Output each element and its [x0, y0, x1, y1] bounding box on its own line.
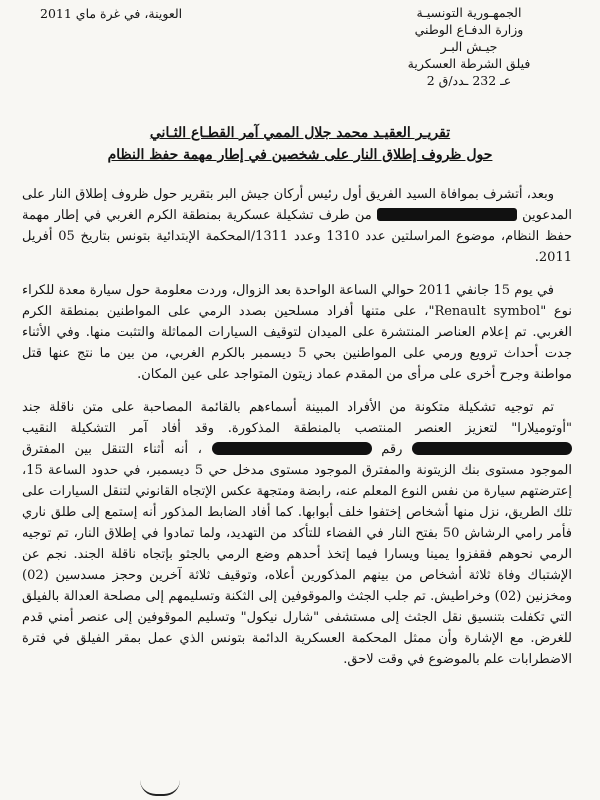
letterhead-reference: عـ 232 ـدد/ق 2: [426, 73, 512, 88]
paragraph-details-number: رقم: [381, 442, 403, 457]
paragraph-details-part1: تم توجيه تشكيلة متكونة من الأفراد المبينة أسماءهم بالقائمة المصاحبة على متن ناقلة جند "أوتوميلارا" لتعزيز العنصر المنتصب بالمنطقة المذكورة. وقد أفاد آمر التشكيلة النقيب: [22, 400, 572, 436]
redaction-block: [212, 442, 372, 455]
paragraph-details-part2: ، أنه أثناء التنقل بين المفترق الموجود مستوى بنك الزيتونة والمفترق الموجود مستوى مدخل حي 5 ديسمبر، في حدود الساعة 15، إعترضتهم سيارة من نفس النوع المعلم عنه، رابضة ومتجهة عكس الإتجاه القانوني لتنقل السيارات على تلك الطريق، نزل منها أشخاص إختفوا خلف أبوابها. كما أفاد الضابط المذكور أنه إستمع إلى طلق ناري فأمر رامي الرشاش 50 بفتح النار في الفضاء للتأكد من التهديد، ولما تمادوا في إطلاق النار، تم توجيه الرمي نحوهم فقفزوا يمينا ويسارا فيما إتخذ أحدهم وضع الرمي بالجثو بإتجاه ناقلة الجند. نجم عن الإشتباك وفاة ثلاثة أشخاص من بينهم المذكورين أعلاه، وتوقيف ثلاثة آخرين وحجز مسدسين (02) ومخزنين (02) وخراطيش. تم جلب الجثث والموقوفين إلى الثكنة وتسليمهم إلى مصلحة العدالة بالفيلق التي تكفلت بتنسيق نقل الجثث إلى مستشفى "شارل نيكول" وتسليم الموقوفين إلى عنصر أمني قدم للغرض. مع الإشارة وأن ممثل المحكمة العسكرية الدائمة بتونس الذي عمل بمقر الفيلق في فترة الاضطرابات علم بالموضوع في وقت لاحق.: [22, 442, 572, 667]
report-title-line: تقريـر العقيـد محمد جلال الممي آمر القطـاع الثـاني: [149, 125, 451, 141]
paragraph-details: [22, 397, 572, 670]
letterhead-republic: الجمهـورية التونسيـة: [416, 5, 522, 20]
redaction-block: [377, 208, 517, 221]
letterhead: [364, 4, 574, 89]
paragraph-intro-part2: من طرف تشكيلة عسكرية بمنطقة الكرم الغربي في إطار مهمة حفظ النظام، موضوع المراسلتين عدد 1310 وعدد 1311/المحكمة الإبتدائية بتونس بتاريخ 05 أفريل 2011.: [22, 208, 572, 265]
letterhead-army: جيـش البـر: [440, 39, 498, 54]
redaction-block: [412, 442, 572, 455]
report-body: [22, 184, 572, 682]
report-subject-line: حول ظروف إطلاق النار على شخصين في إطار مهمة حفظ النظام: [107, 147, 493, 163]
paragraph-intro: [22, 184, 572, 268]
letterhead-ministry: وزارة الدفـاع الوطني: [414, 22, 524, 37]
place-date: العوينة، في غرة ماي 2011: [40, 6, 183, 21]
paragraph-intro-part1: وبعد، أتشرف بموافاة السيد الفريق أول رئيس أركان جيش البر بتقرير حول ظروف إطلاق النار على المدعوين: [22, 187, 572, 223]
report-title: [40, 122, 560, 166]
letterhead-corps: فيلق الشرطة العسكرية: [407, 56, 531, 71]
paragraph-events: في يوم 15 جانفي 2011 حوالي الساعة الواحدة بعد الزوال، وردت معلومة حول سيارة معدة للكراء نوع "Renault symbol"، على متنها أفراد مسلحين بصدد الرمي على المواطنين بمنطقة الكرم الغربي. تم إعلام العناصر المنتشرة على الميدان لتوقيف السيارات المماثلة والتثبت منها. وفي الأثناء جدت أحداث ترويع ورمي على المواطنين بحي 5 ديسمبر بالكرم الغربي، من بين ما نتج عنها قتل مواطنة وجرح أخرى على مرأى من المقدم عماد زيتون المتواجد على عين المكان.: [22, 283, 573, 382]
signature-mark: [140, 780, 180, 796]
